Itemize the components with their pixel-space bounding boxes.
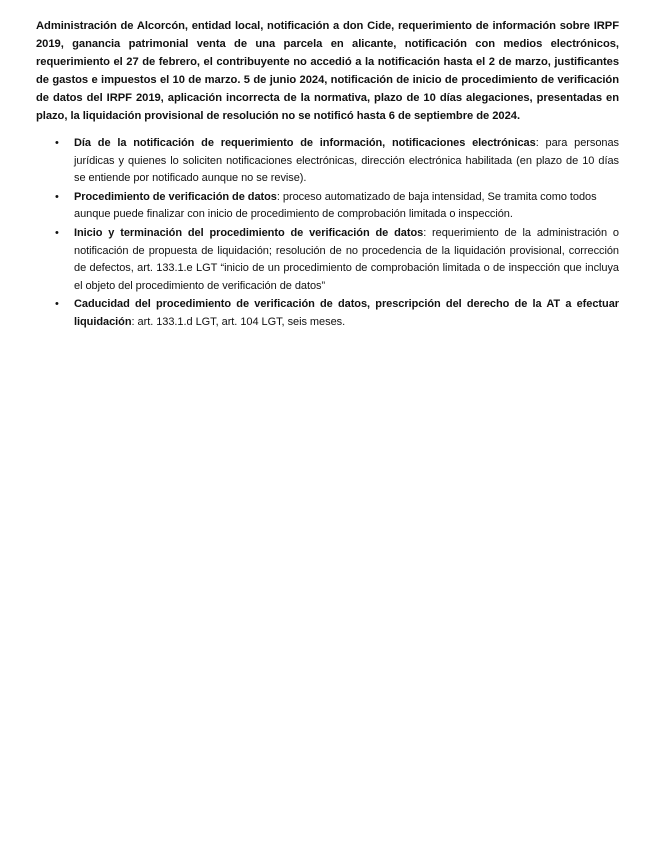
intro-paragraph: Administración de Alcorcón, entidad local, notificación a don Cide, requerimiento de información sobre IRPF 2019, ganancia patrimonial venta de una parcela en alicante, notificación con medios electrónicos, requerimiento el 27 de febrero, el contribuyente no accedió a la notificación hasta el 2 de marzo, justificantes de gastos e impuestos el 10 de marzo. 5 de junio 2024, notificación de inicio de procedimiento de verificación de datos del IRPF 2019, aplicación incorrecta de la normativa, plazo de 10 días alegaciones, presentadas en plazo, la liquidación provisional de resolución no se notificó hasta 6 de septiembre de 2024. [36, 20, 619, 122]
list-item-title: Procedimiento de verificación de datos [74, 190, 277, 203]
list-item [55, 296, 619, 331]
list-item [55, 225, 620, 295]
document-page [36, 17, 619, 333]
bullet-marker: • [55, 298, 59, 311]
list-item [55, 189, 619, 224]
list-item-text: : proceso automatizado de baja intensidad, Se tramita como todos aunque puede finalizar con inicio de procedimiento de comprobación limitada o inspección. [74, 190, 597, 221]
bullet-marker: • [55, 190, 59, 203]
list-item-text: : art. 133.1.d LGT, art. 104 LGT, seis meses. [131, 315, 346, 328]
list-item-text: : requerimiento de la administración o notificación de propuesta de liquidación; resolución de no procedencia de la liquidación provisional, corrección de defectos, art. 133.1.e LGT “inicio de un procedimiento de comprobación limitada o de inspección que incluya el objeto del procedimiento de verificación de datos” [74, 226, 620, 292]
list-item-title: Caducidad del procedimiento de verificación de datos, prescripción del derecho de la AT a efectuar liquidación [74, 298, 619, 328]
bullet-marker: • [55, 226, 59, 239]
list-item-text: : para personas jurídicas y quienes lo soliciten notificaciones electrónicas, dirección electrónica habilitada (en plazo de 10 días se entiende por notificado aunque no se revise). [74, 137, 619, 185]
list-item-title: Inicio y terminación del procedimiento de verificación de datos [74, 226, 424, 239]
list-item-title: Día de la notificación de requerimiento de información, notificaciones electrónicas [74, 137, 536, 149]
bullet-marker: • [55, 137, 59, 149]
list-item [55, 135, 619, 188]
bullet-list [36, 135, 619, 332]
